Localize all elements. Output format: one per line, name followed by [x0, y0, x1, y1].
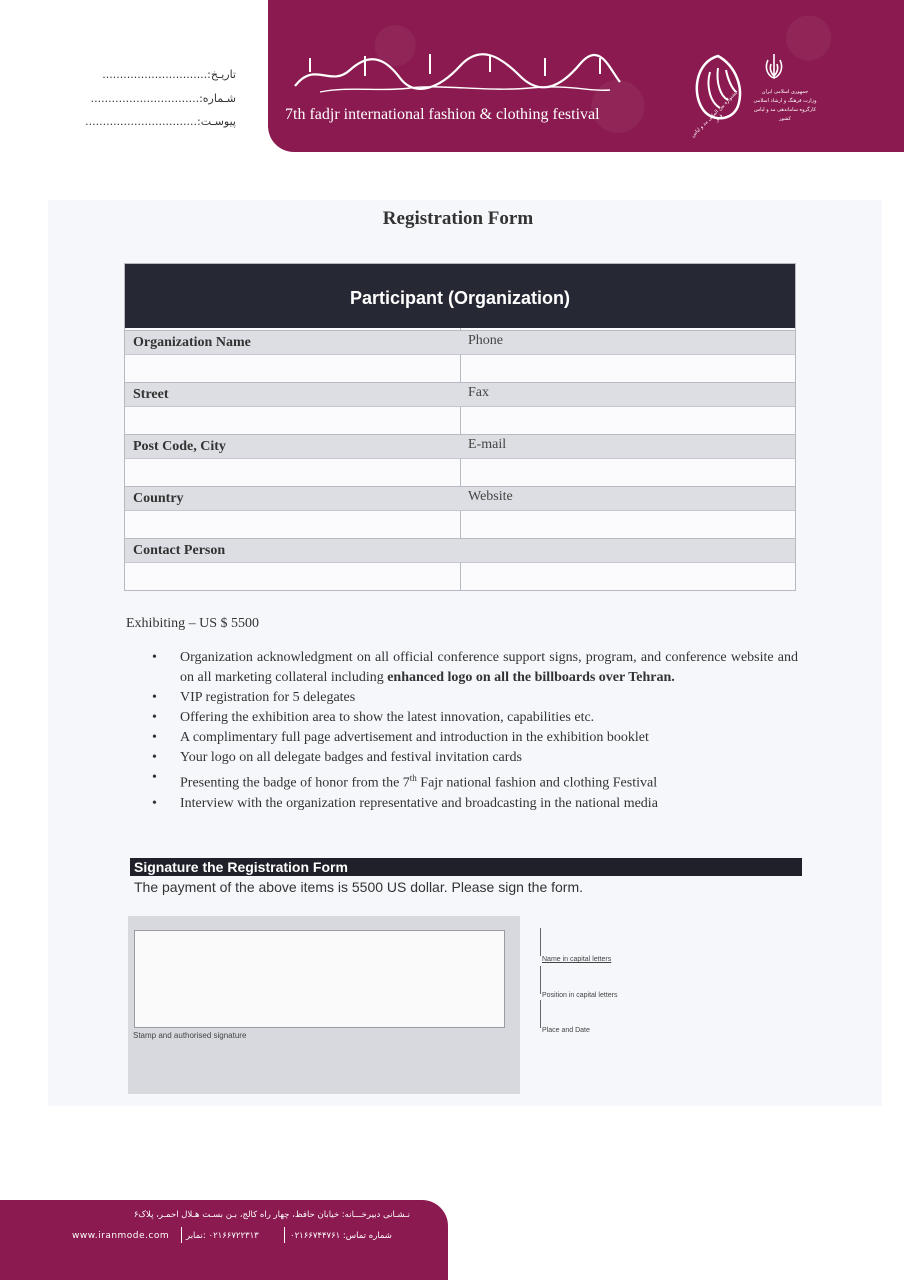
festival-calligraphy-logo [290, 52, 625, 96]
footer-separator [181, 1227, 182, 1243]
participant-table [124, 263, 796, 591]
organization-name-label: Organization Name [133, 335, 251, 350]
benefits-list [148, 648, 798, 814]
form-title: Registration Form [382, 208, 534, 229]
emblem-caption: جشنواره بین المللی مد و لباس فجر [689, 88, 740, 139]
table-row [125, 382, 795, 407]
list-item: • A complimentary full page advertisement and introduction in the exhibition booklet [148, 728, 798, 748]
stamp-signature-box[interactable] [134, 930, 505, 1028]
position-capital-label: Position in capital letters [542, 992, 618, 999]
table-row [125, 434, 795, 459]
footer-address: نـشـانی دبیرخـــانه: خیابان حافظ، چهار راه کالج، بـن بسـت هـلال احمـر، پلاک۶ [133, 1210, 410, 1220]
list-item: • Your logo on all delegate badges and festival invitation cards [148, 748, 798, 768]
list-item: • Interview with the organization representative and broadcasting in the national media [148, 794, 798, 814]
date-field: تاریـخ:.............................. [102, 68, 236, 81]
participant-table-heading: Participant (Organization) [125, 264, 795, 328]
place-date-label: Place and Date [542, 1027, 590, 1034]
signature-note: The payment of the above items is 5500 US dollar. Please sign the form. [134, 879, 584, 895]
street-label: Street [133, 387, 169, 402]
festival-name-english: 7th fadjr international fashion & clothing festival [285, 106, 600, 123]
table-row [125, 538, 795, 563]
number-field: شـماره:............................... [90, 92, 236, 105]
country-label: Country [133, 491, 184, 506]
registration-sheet [48, 200, 882, 1106]
place-line [540, 1000, 541, 1028]
phone-label: Phone [468, 333, 503, 348]
name-capital-label: Name in capital letters [542, 956, 612, 963]
list-item: • Presenting the badge of honor from the 7th Fajr national fashion and clothing Festival [148, 768, 798, 794]
footer-separator [284, 1227, 285, 1243]
contact-person-label: Contact Person [133, 543, 226, 558]
attachment-field: پیوسـت:................................ [85, 115, 236, 128]
name-line [540, 928, 541, 956]
website-label: Website [468, 489, 513, 504]
iran-emblem-icon [764, 52, 784, 82]
footer-phone: شماره تماس: ۰۲۱۶۶۷۴۴۷۶۱ [290, 1231, 392, 1241]
list-item: • VIP registration for 5 delegates [148, 688, 798, 708]
fax-label: Fax [468, 385, 489, 400]
signature-heading: Signature the Registration Form [130, 858, 802, 876]
ministry-text: جمهوری اسلامی ایران وزارت فرهنگ و ارشاد اسلامی کارگروه ساماندهی مد و لباس کشور [753, 89, 817, 122]
table-row [125, 486, 795, 511]
table-row [125, 330, 795, 355]
stamp-label: Stamp and authorised signature [133, 1031, 247, 1040]
list-item: • Offering the exhibition area to show the latest innovation, capabilities etc. [148, 708, 798, 728]
list-item: • Organization acknowledgment on all official conference support signs, program, and conference website and on all marketing collateral including enhanced logo on all the billboards over Tehran. [148, 648, 798, 688]
position-line [540, 966, 541, 994]
footer-fax: ۰۲۱۶۶۷۲۲۳۱۳ :نمابر [186, 1231, 259, 1241]
email-label: E-mail [468, 437, 507, 452]
footer-website-link[interactable]: www.iranmode.com [72, 1231, 170, 1241]
exhibiting-price: Exhibiting – US $ 5500 [126, 616, 260, 631]
post-code-city-label: Post Code, City [133, 439, 226, 454]
